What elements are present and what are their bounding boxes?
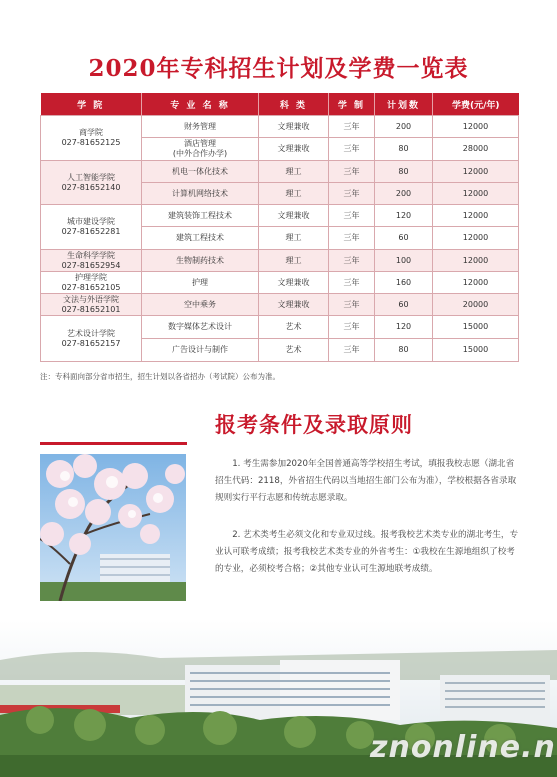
college-name: 护理学院: [75, 272, 107, 282]
admission-rule-1: 1. 考生需参加2020年全国普通高等学校招生考试，填报我校志愿（湖北省招生代码：2118，外省招生代码以当地招生部门公布为准），学校根据各省录取规则实行平行志愿和传统志愿录取。: [215, 459, 517, 503]
college-cell: [41, 316, 142, 362]
fee-cell: 20000: [433, 294, 519, 316]
years-cell: 三年: [329, 272, 375, 294]
fee-cell: 12000: [433, 161, 519, 183]
college-cell: [41, 116, 142, 161]
type-cell: 理工: [259, 227, 329, 250]
major-cell: 生物制药技术: [142, 250, 259, 272]
years-cell: 三年: [329, 227, 375, 250]
type-cell: 艺术: [259, 339, 329, 362]
years-cell: 三年: [329, 205, 375, 227]
fee-cell: 12000: [433, 183, 519, 205]
table-row: [41, 116, 519, 138]
table-row: [41, 294, 519, 316]
type-cell: 文理兼收: [259, 138, 329, 161]
header-type: 科 类: [259, 93, 329, 116]
type-cell: 文理兼收: [259, 272, 329, 294]
college-name: 人工智能学院: [67, 172, 115, 182]
years-cell: 三年: [329, 316, 375, 339]
fee-cell: 12000: [433, 227, 519, 250]
site-watermark: znonline.n: [370, 730, 556, 765]
college-cell: [41, 161, 142, 205]
plan-cell: 60: [375, 294, 433, 316]
plan-cell: 120: [375, 205, 433, 227]
fee-cell: 12000: [433, 205, 519, 227]
plan-cell: 100: [375, 250, 433, 272]
fee-cell: 12000: [433, 250, 519, 272]
type-cell: 艺术: [259, 316, 329, 339]
cherry-blossom-photo: [40, 454, 186, 601]
college-phone: 027-81652125: [61, 138, 121, 147]
major-cell: 财务管理: [142, 116, 259, 138]
fee-cell: 15000: [433, 316, 519, 339]
fee-cell: 12000: [433, 116, 519, 138]
years-cell: 三年: [329, 294, 375, 316]
college-phone: 027-81652101: [61, 304, 121, 314]
college-phone: 027-81652105: [61, 282, 121, 292]
type-cell: 文理兼收: [259, 294, 329, 316]
table-footnote: 注：专科面向部分省市招生，招生计划以各省招办（考试院）公布为准。: [40, 372, 280, 381]
college-phone: 027-81652140: [61, 182, 121, 192]
years-cell: 三年: [329, 138, 375, 161]
college-name: 商学院: [79, 128, 103, 137]
plan-cell: 80: [375, 138, 433, 161]
table-row: [41, 161, 519, 183]
table-row: [41, 250, 519, 272]
header-years: 学 制: [329, 93, 375, 116]
table-row: [41, 316, 519, 339]
college-name: 艺术设计学院: [67, 328, 115, 338]
years-cell: 三年: [329, 250, 375, 272]
years-cell: 三年: [329, 339, 375, 362]
years-cell: 三年: [329, 183, 375, 205]
plan-cell: 120: [375, 316, 433, 339]
college-phone: 027-81652157: [61, 338, 121, 348]
type-cell: 理工: [259, 250, 329, 272]
major-cell: 建筑工程技术: [142, 227, 259, 250]
major-cell: 建筑装饰工程技术: [142, 205, 259, 227]
college-name: 文法与外语学院: [63, 294, 119, 304]
plan-cell: 60: [375, 227, 433, 250]
major-cell: 空中乘务: [142, 294, 259, 316]
college-phone: 027-81652954: [61, 260, 121, 270]
type-cell: 文理兼收: [259, 116, 329, 138]
plan-cell: 80: [375, 339, 433, 362]
header-major: 专 业 名 称: [142, 93, 259, 116]
major-cell: 机电一体化技术: [142, 161, 259, 183]
major-cell: 酒店管理 (中外合作办学): [142, 138, 259, 161]
college-cell: [41, 205, 142, 250]
plan-cell: 80: [375, 161, 433, 183]
college-cell: [41, 294, 142, 316]
type-cell: 理工: [259, 183, 329, 205]
type-cell: 理工: [259, 161, 329, 183]
section-divider: [40, 442, 187, 445]
header-college: 学 院: [41, 93, 142, 116]
plan-cell: 160: [375, 272, 433, 294]
table-header-row: [41, 93, 519, 116]
admission-rule-2: 2. 艺术类考生必须文化和专业双过线。报考我校艺术类专业的湖北考生，专业认可联考成绩；报考我校艺术类专业的外省考生：①我校在生源地组织了校考的专业，必须校考合格；②其他专业认可生源地联考成绩。: [215, 530, 519, 574]
section-title: 报考条件及录取原则: [215, 412, 413, 437]
major-cell: 广告设计与制作: [142, 339, 259, 362]
plan-cell: 200: [375, 183, 433, 205]
major-cell: 护理: [142, 272, 259, 294]
college-phone: 027-81652281: [61, 227, 121, 236]
type-cell: 文理兼收: [259, 205, 329, 227]
years-cell: 三年: [329, 161, 375, 183]
enrollment-table: [40, 93, 519, 362]
table-row: [41, 272, 519, 294]
page-title: 2020年专科招生计划及学费一览表: [88, 55, 469, 82]
college-name: 生命科学学院: [67, 250, 115, 260]
years-cell: 三年: [329, 116, 375, 138]
college-cell: [41, 272, 142, 294]
college-cell: [41, 250, 142, 272]
header-fee: 学费(元/年): [433, 93, 519, 116]
major-cell: 计算机网络技术: [142, 183, 259, 205]
major-cell: 数字媒体艺术设计: [142, 316, 259, 339]
college-name: 城市建设学院: [67, 217, 115, 226]
plan-cell: 200: [375, 116, 433, 138]
table-row: [41, 205, 519, 227]
fee-cell: 28000: [433, 138, 519, 161]
header-plan: 计划数: [375, 93, 433, 116]
fee-cell: 15000: [433, 339, 519, 362]
fee-cell: 12000: [433, 272, 519, 294]
